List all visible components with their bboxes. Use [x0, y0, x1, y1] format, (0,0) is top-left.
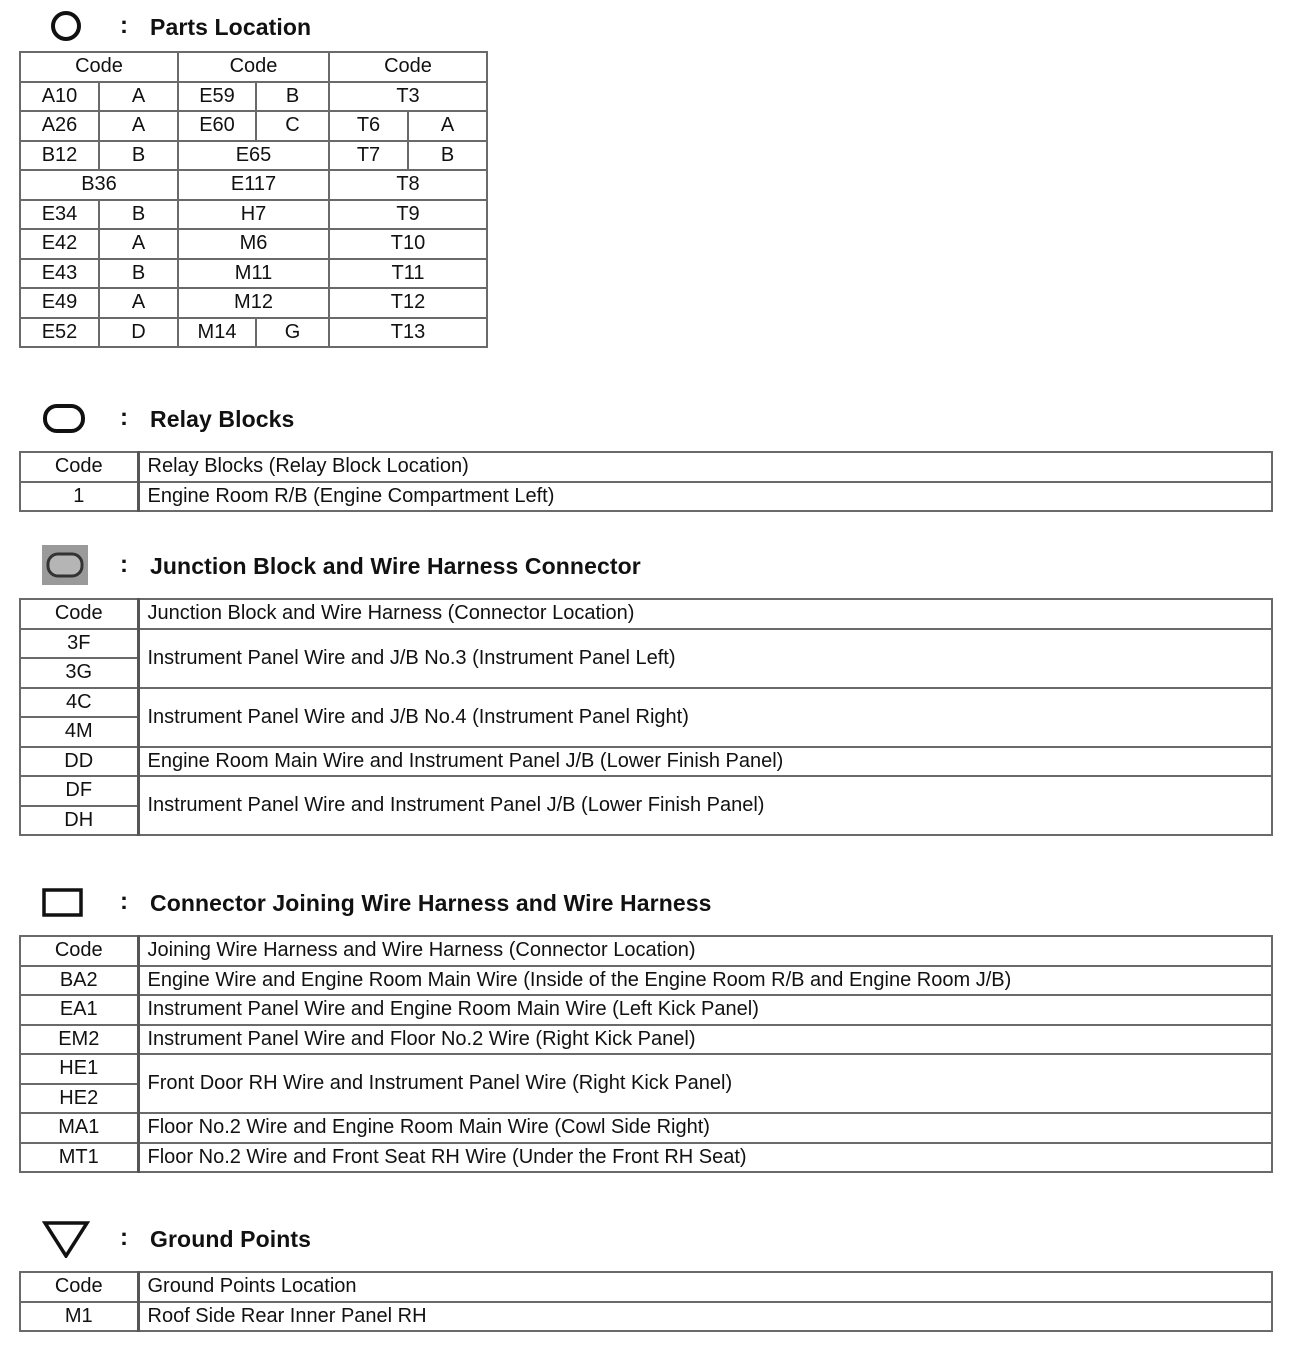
table-cell: M14	[178, 318, 256, 348]
parts-location-table	[19, 51, 488, 348]
section-title: Ground Points	[150, 1226, 312, 1252]
table-row	[20, 1113, 1272, 1143]
table-header-row	[20, 599, 1272, 629]
junction-block-table	[19, 598, 1273, 836]
table-cell: A	[99, 111, 178, 141]
code-cell: HE2	[20, 1084, 138, 1114]
table-header-row	[20, 52, 487, 82]
table-cell: B36	[20, 170, 178, 200]
location-column-header: Junction Block and Wire Harness (Connector Location)	[138, 599, 1272, 629]
table-cell: B	[99, 141, 178, 171]
heading-colon: :	[120, 12, 128, 39]
table-row	[20, 482, 1272, 512]
circle-icon	[40, 6, 92, 46]
column-header: Code	[178, 52, 329, 82]
table-cell: A	[99, 82, 178, 112]
table-cell: A	[99, 288, 178, 318]
table-cell: B	[408, 141, 487, 171]
table-row	[20, 629, 1272, 659]
table-row	[20, 1054, 1272, 1084]
table-cell: B	[256, 82, 329, 112]
code-cell: 4C	[20, 688, 138, 718]
location-cell: Front Door RH Wire and Instrument Panel Wire (Right Kick Panel)	[138, 1054, 1272, 1113]
location-cell: Instrument Panel Wire and Instrument Panel J/B (Lower Finish Panel)	[138, 776, 1272, 835]
section-title: Relay Blocks	[150, 406, 295, 432]
code-cell: DD	[20, 747, 138, 777]
table-cell: T7	[329, 141, 408, 171]
relay-blocks-heading	[0, 398, 1300, 438]
table-cell: C	[256, 111, 329, 141]
code-cell: EA1	[20, 995, 138, 1025]
table-row	[20, 1143, 1272, 1173]
table-cell: B	[99, 259, 178, 289]
relay-blocks-table	[19, 451, 1273, 512]
code-cell: BA2	[20, 966, 138, 996]
section-title: Junction Block and Wire Harness Connector	[150, 553, 641, 579]
location-cell: Engine Wire and Engine Room Main Wire (Inside of the Engine Room R/B and Engine Room J/B)	[138, 966, 1272, 996]
table-cell: E43	[20, 259, 99, 289]
table-cell: E52	[20, 318, 99, 348]
table-row	[20, 111, 487, 141]
heading-colon: :	[120, 551, 128, 578]
table-cell: D	[99, 318, 178, 348]
table-row	[20, 1025, 1272, 1055]
code-cell: MT1	[20, 1143, 138, 1173]
connector-heading	[0, 882, 1300, 922]
column-header: Code	[20, 52, 178, 82]
table-cell: T11	[329, 259, 487, 289]
table-cell: E49	[20, 288, 99, 318]
table-row	[20, 170, 487, 200]
table-header-row	[20, 936, 1272, 966]
code-cell: 1	[20, 482, 138, 512]
table-row	[20, 229, 487, 259]
table-row	[20, 776, 1272, 806]
heading-colon: :	[120, 888, 128, 915]
table-row	[20, 141, 487, 171]
table-cell: A	[408, 111, 487, 141]
table-row	[20, 995, 1272, 1025]
code-cell: 3G	[20, 658, 138, 688]
table-cell: B12	[20, 141, 99, 171]
location-column-header: Ground Points Location	[138, 1272, 1272, 1302]
rectangle-icon	[40, 882, 92, 922]
code-column-header: Code	[20, 452, 138, 482]
table-cell: M12	[178, 288, 329, 318]
section-title: Connector Joining Wire Harness and Wire Harness	[150, 890, 712, 916]
ground-points-heading	[0, 1218, 1300, 1258]
section-title: Parts Location	[150, 14, 312, 40]
code-column-header: Code	[20, 936, 138, 966]
table-row	[20, 747, 1272, 777]
table-cell: E59	[178, 82, 256, 112]
location-cell: Instrument Panel Wire and Floor No.2 Wire (Right Kick Panel)	[138, 1025, 1272, 1055]
table-row	[20, 82, 487, 112]
location-column-header: Joining Wire Harness and Wire Harness (Connector Location)	[138, 936, 1272, 966]
code-cell: 3F	[20, 629, 138, 659]
triangle-icon	[40, 1218, 92, 1258]
code-cell: DH	[20, 806, 138, 836]
table-cell: E65	[178, 141, 329, 171]
table-row	[20, 288, 487, 318]
code-cell: 4M	[20, 717, 138, 747]
shaded-oval-icon	[40, 545, 92, 585]
table-row	[20, 966, 1272, 996]
table-cell: M6	[178, 229, 329, 259]
code-column-header: Code	[20, 1272, 138, 1302]
table-cell: A	[99, 229, 178, 259]
location-cell: Roof Side Rear Inner Panel RH	[138, 1302, 1272, 1332]
table-row	[20, 688, 1272, 718]
table-cell: T3	[329, 82, 487, 112]
table-cell: G	[256, 318, 329, 348]
heading-colon: :	[120, 404, 128, 431]
location-cell: Instrument Panel Wire and Engine Room Main Wire (Left Kick Panel)	[138, 995, 1272, 1025]
table-cell: A26	[20, 111, 99, 141]
table-row	[20, 259, 487, 289]
column-header: Code	[329, 52, 487, 82]
table-header-row	[20, 452, 1272, 482]
table-cell: E117	[178, 170, 329, 200]
code-cell: HE1	[20, 1054, 138, 1084]
code-cell: EM2	[20, 1025, 138, 1055]
location-cell: Floor No.2 Wire and Front Seat RH Wire (Under the Front RH Seat)	[138, 1143, 1272, 1173]
table-cell: M11	[178, 259, 329, 289]
table-cell: E34	[20, 200, 99, 230]
table-cell: A10	[20, 82, 99, 112]
location-cell: Instrument Panel Wire and J/B No.3 (Instrument Panel Left)	[138, 629, 1272, 688]
table-cell: H7	[178, 200, 329, 230]
location-cell: Instrument Panel Wire and J/B No.4 (Instrument Panel Right)	[138, 688, 1272, 747]
location-cell: Engine Room R/B (Engine Compartment Left)	[138, 482, 1272, 512]
table-row	[20, 318, 487, 348]
ground-points-table	[19, 1271, 1273, 1332]
rounded-oval-icon	[40, 398, 92, 438]
table-cell: T9	[329, 200, 487, 230]
table-header-row	[20, 1272, 1272, 1302]
table-cell: B	[99, 200, 178, 230]
table-cell: T12	[329, 288, 487, 318]
table-cell: E42	[20, 229, 99, 259]
heading-colon: :	[120, 1224, 128, 1251]
connector-table	[19, 935, 1273, 1173]
location-column-header: Relay Blocks (Relay Block Location)	[138, 452, 1272, 482]
code-cell: M1	[20, 1302, 138, 1332]
code-column-header: Code	[20, 599, 138, 629]
location-cell: Floor No.2 Wire and Engine Room Main Wire (Cowl Side Right)	[138, 1113, 1272, 1143]
table-cell: T10	[329, 229, 487, 259]
table-cell: T13	[329, 318, 487, 348]
table-row	[20, 1302, 1272, 1332]
junction-block-heading	[0, 545, 1300, 585]
code-cell: MA1	[20, 1113, 138, 1143]
table-cell: T6	[329, 111, 408, 141]
parts-location-heading	[0, 6, 1300, 46]
location-cell: Engine Room Main Wire and Instrument Panel J/B (Lower Finish Panel)	[138, 747, 1272, 777]
table-cell: T8	[329, 170, 487, 200]
table-cell: E60	[178, 111, 256, 141]
code-cell: DF	[20, 776, 138, 806]
table-row	[20, 200, 487, 230]
